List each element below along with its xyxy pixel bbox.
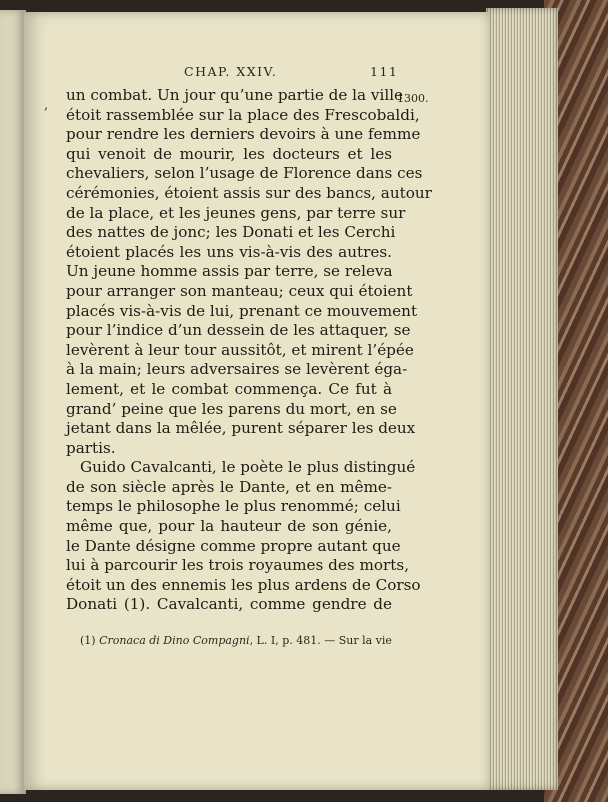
text-line: Guido Cavalcanti, le poète le plus distingué — [80, 458, 416, 477]
text-line: même que, pour la hauteur de son génie, — [66, 517, 392, 536]
text-line: à la main; leurs adversaires se levèrent éga- — [66, 360, 408, 379]
margin-mark: , — [44, 98, 49, 113]
text-line: étoit rassemblée sur la place des Frescobaldi, — [66, 105, 420, 124]
text-line: de la place, et les jeunes gens, par terre sur — [66, 203, 406, 222]
text-line: pour arranger son manteau; ceux qui étoient — [66, 281, 413, 300]
text-line: qui venoit de mourir, les docteurs et les — [66, 144, 392, 163]
text-line: placés vis-à-vis de lui, prenant ce mouvement — [66, 301, 418, 320]
text-line: pour rendre les derniers devoirs à une femme — [66, 125, 421, 144]
text-line: grand’ peine que les parens du mort, en se — [66, 399, 397, 418]
text-line: étoit un des ennemis les plus ardens de Corso — [66, 575, 421, 594]
footnote-text: , L. I, p. 481. — Sur la vie — [249, 634, 392, 647]
margin-year: 1300. — [397, 92, 429, 105]
text-line: Donati (1). Cavalcanti, comme gendre de — [66, 595, 392, 614]
text-line: pour l’indice d’un dessein de les attaquer, se — [66, 321, 411, 340]
footnote — [80, 634, 400, 647]
text-line: de son siècle après le Dante, et en même- — [66, 477, 392, 496]
left-page-edge — [0, 10, 26, 794]
text-line: des nattes de jonc; les Donati et les Cerchi — [66, 223, 396, 242]
chapter-title: CHAP. XXIV. — [184, 64, 278, 79]
page-number: 111 — [370, 64, 399, 79]
text-line: temps le philosophe le plus renommé; celui — [66, 497, 401, 516]
text-line: Un jeune homme assis par terre, se releva — [66, 262, 393, 281]
footnote-source: Cronaca di Dino Compagni — [99, 634, 250, 647]
text-line: lement, et le combat commença. Ce fut à — [66, 379, 392, 398]
footnote-marker: (1) — [80, 634, 96, 647]
text-line: jetant dans la mêlée, purent séparer les deux — [66, 419, 416, 438]
text-line: levèrent à leur tour aussitôt, et mirent l’épée — [66, 340, 414, 359]
text-line: chevaliers, selon l’usage de Florence dans ces — [66, 164, 423, 183]
text-line: partis. — [66, 438, 116, 457]
page-edges — [486, 8, 558, 790]
text-line: étoient placés les uns vis-à-vis des autres. — [66, 242, 392, 261]
text-line: le Dante désigne comme propre autant que — [66, 536, 401, 555]
text-line: un combat. Un jour qu’une partie de la ville — [66, 86, 404, 104]
text-line: lui à parcourir les trois royaumes des morts, — [66, 556, 410, 575]
text-line: cérémonies, étoient assis sur des bancs, autour — [66, 183, 432, 202]
